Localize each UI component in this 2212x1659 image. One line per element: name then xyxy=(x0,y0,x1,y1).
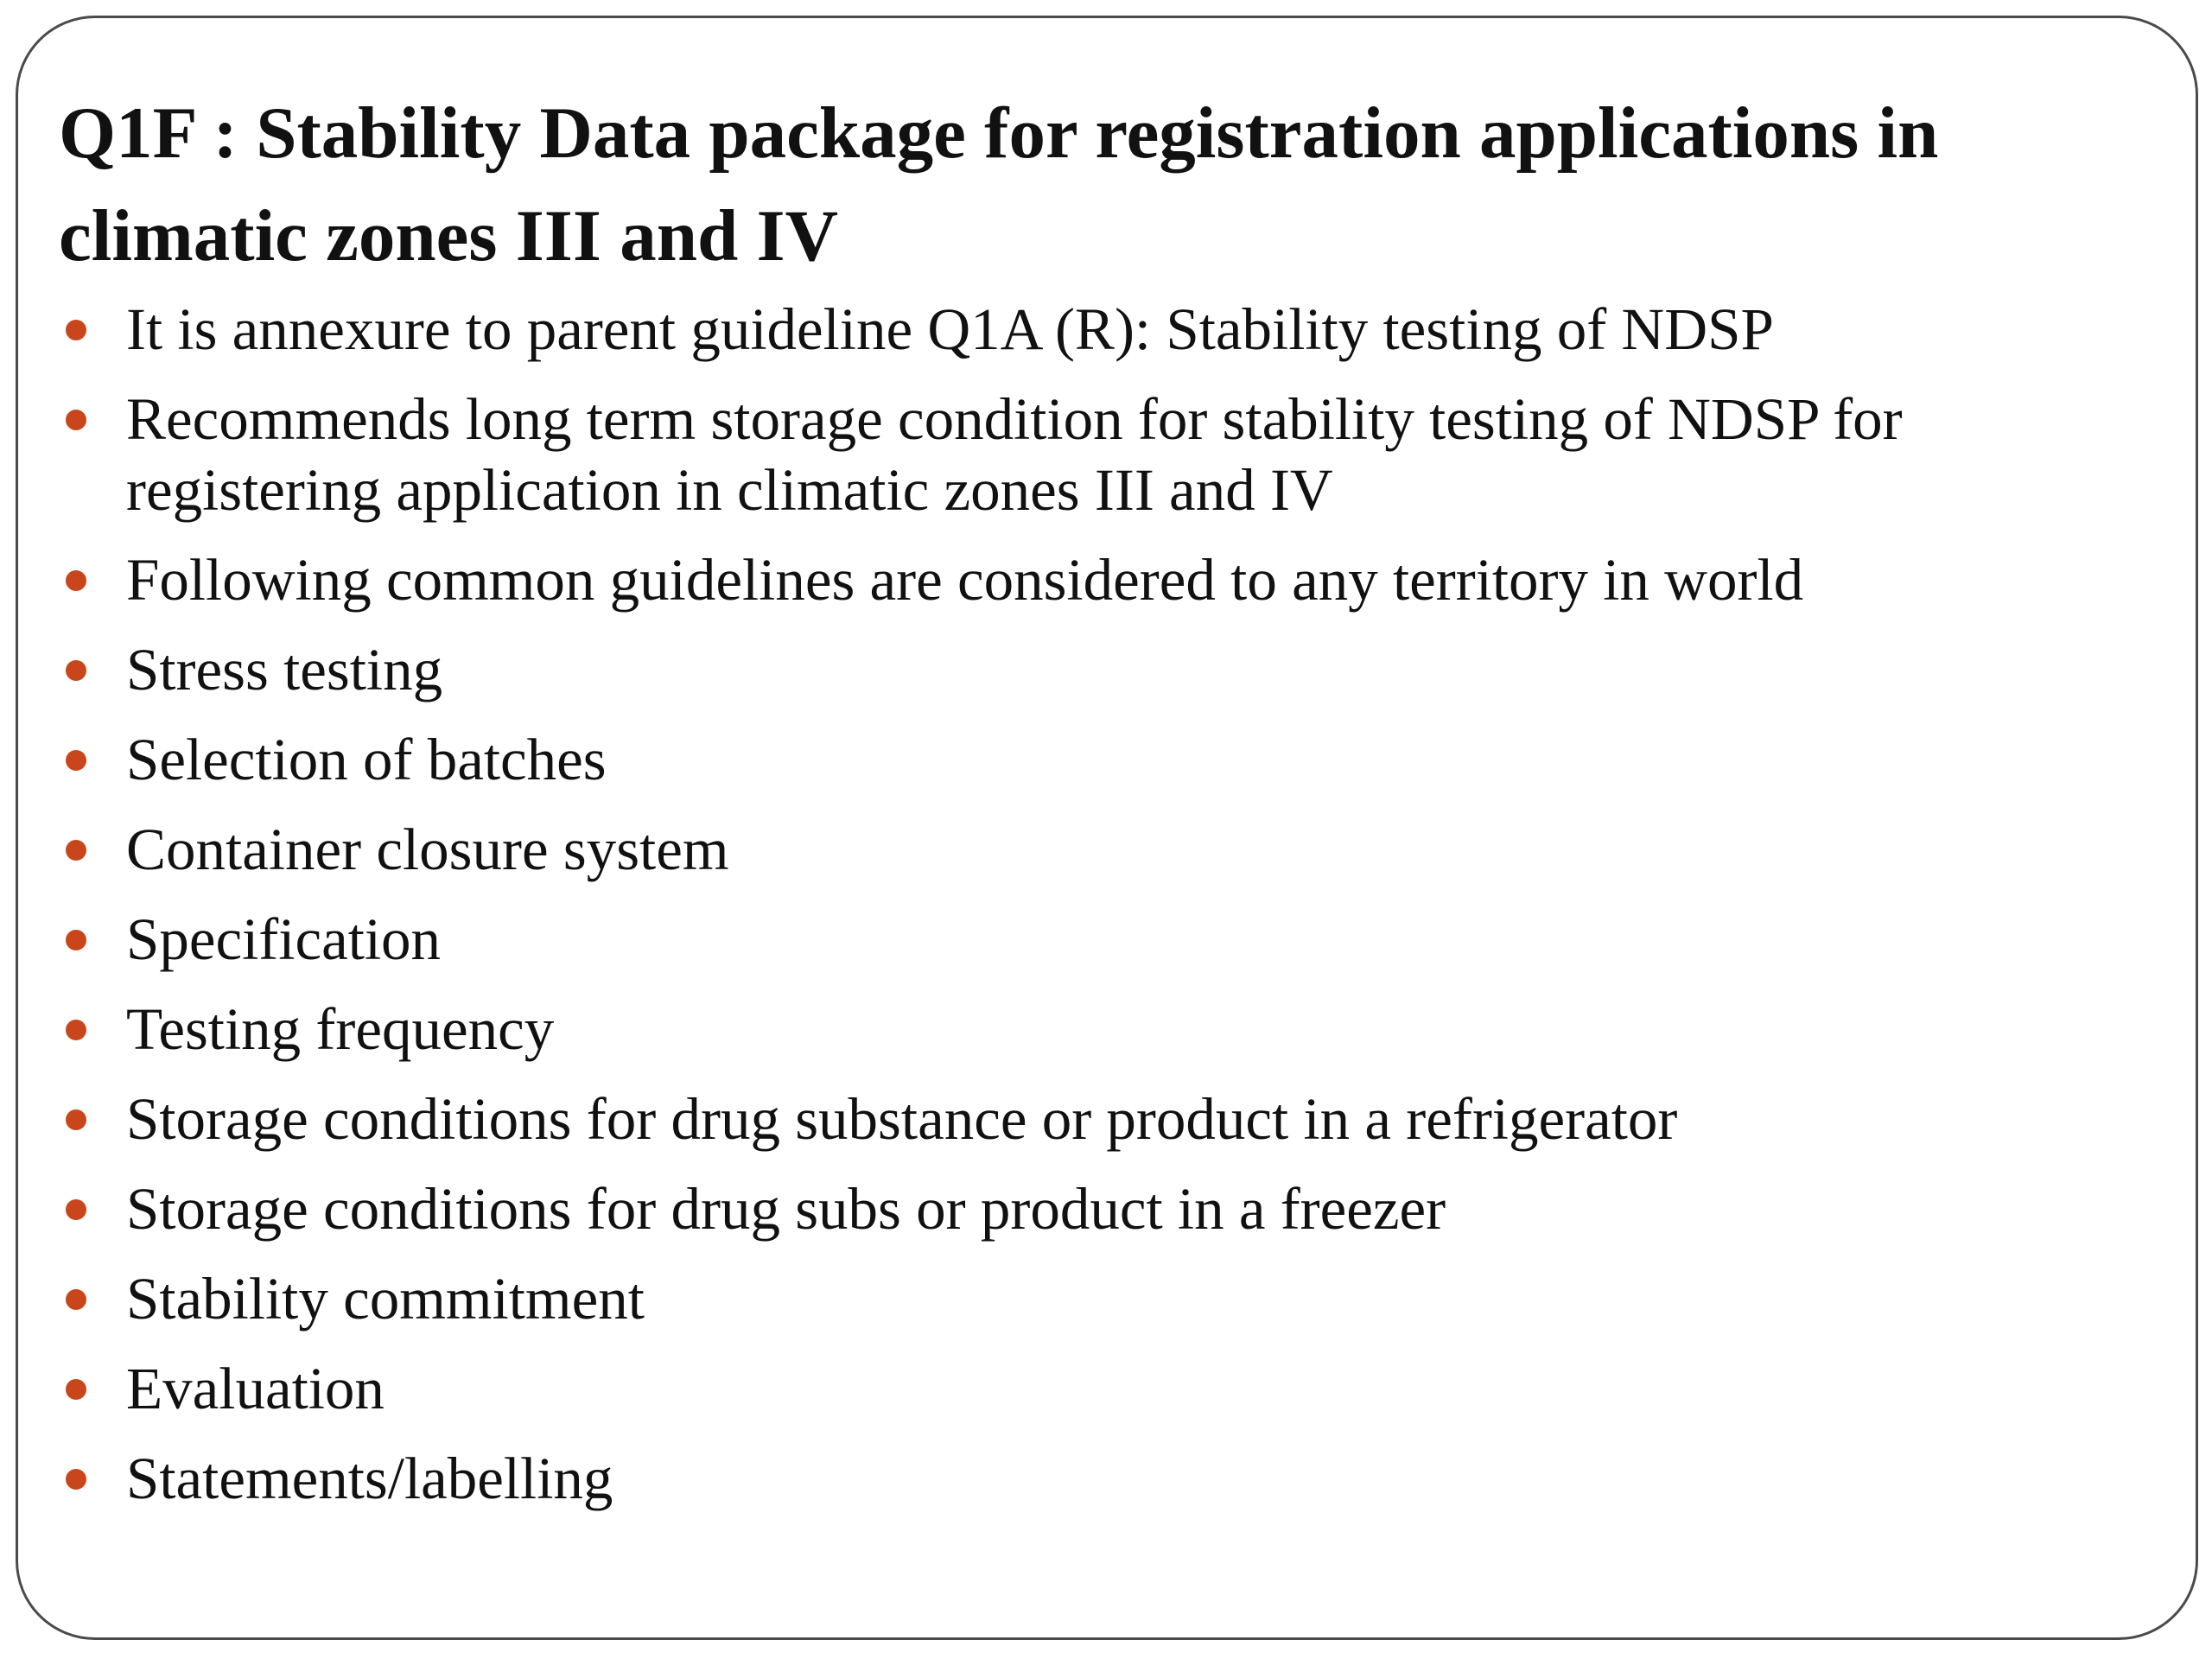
list-item-text: Following common guidelines are considered to any territory in world xyxy=(126,547,1804,613)
bullet-dot-icon xyxy=(66,930,86,950)
list-item xyxy=(59,544,2167,615)
bullet-dot-icon xyxy=(66,410,86,430)
list-item xyxy=(59,994,2167,1065)
list-item xyxy=(59,904,2167,975)
list-item-text: Recommends long term storage condition for stability testing of NDSP for registering application in climatic zones III and IV xyxy=(126,386,1903,523)
bullet-dot-icon xyxy=(66,1379,86,1400)
bullet-list xyxy=(59,294,2167,1533)
list-item-text: Testing frequency xyxy=(126,996,555,1062)
list-item xyxy=(59,1443,2167,1514)
list-item-text: It is annexure to parent guideline Q1A (R): Stability testing of NDSP xyxy=(126,296,1774,362)
list-item-text: Selection of batches xyxy=(126,727,607,792)
list-item-text: Stress testing xyxy=(126,637,443,702)
list-item xyxy=(59,1353,2167,1424)
list-item-text: Storage conditions for drug subs or product in a freezer xyxy=(126,1176,1446,1242)
list-item xyxy=(59,294,2167,365)
list-item xyxy=(59,634,2167,705)
bullet-dot-icon xyxy=(66,1020,86,1040)
list-item xyxy=(59,1173,2167,1244)
bullet-dot-icon xyxy=(66,840,86,861)
bullet-dot-icon xyxy=(66,1289,86,1310)
list-item-text: Storage conditions for drug substance or product in a refrigerator xyxy=(126,1086,1678,1152)
list-item xyxy=(59,1263,2167,1334)
bullet-dot-icon xyxy=(66,1199,86,1220)
bullet-dot-icon xyxy=(66,750,86,771)
bullet-dot-icon xyxy=(66,1469,86,1490)
list-item-text: Statements/labelling xyxy=(126,1446,613,1511)
bullet-dot-icon xyxy=(66,1109,86,1130)
list-item xyxy=(59,724,2167,795)
bullet-dot-icon xyxy=(66,320,86,340)
list-item-text: Specification xyxy=(126,906,442,972)
bullet-dot-icon xyxy=(66,570,86,591)
list-item-text: Container closure system xyxy=(126,817,729,882)
list-item xyxy=(59,814,2167,885)
list-item-text: Evaluation xyxy=(126,1356,385,1421)
list-item xyxy=(59,1084,2167,1154)
list-item xyxy=(59,384,2167,525)
slide-title: Q1F : Stability Data package for registration applications in climatic zones III and IV xyxy=(59,92,1939,276)
list-item-text: Stability commitment xyxy=(126,1266,645,1332)
bullet-dot-icon xyxy=(66,660,86,681)
